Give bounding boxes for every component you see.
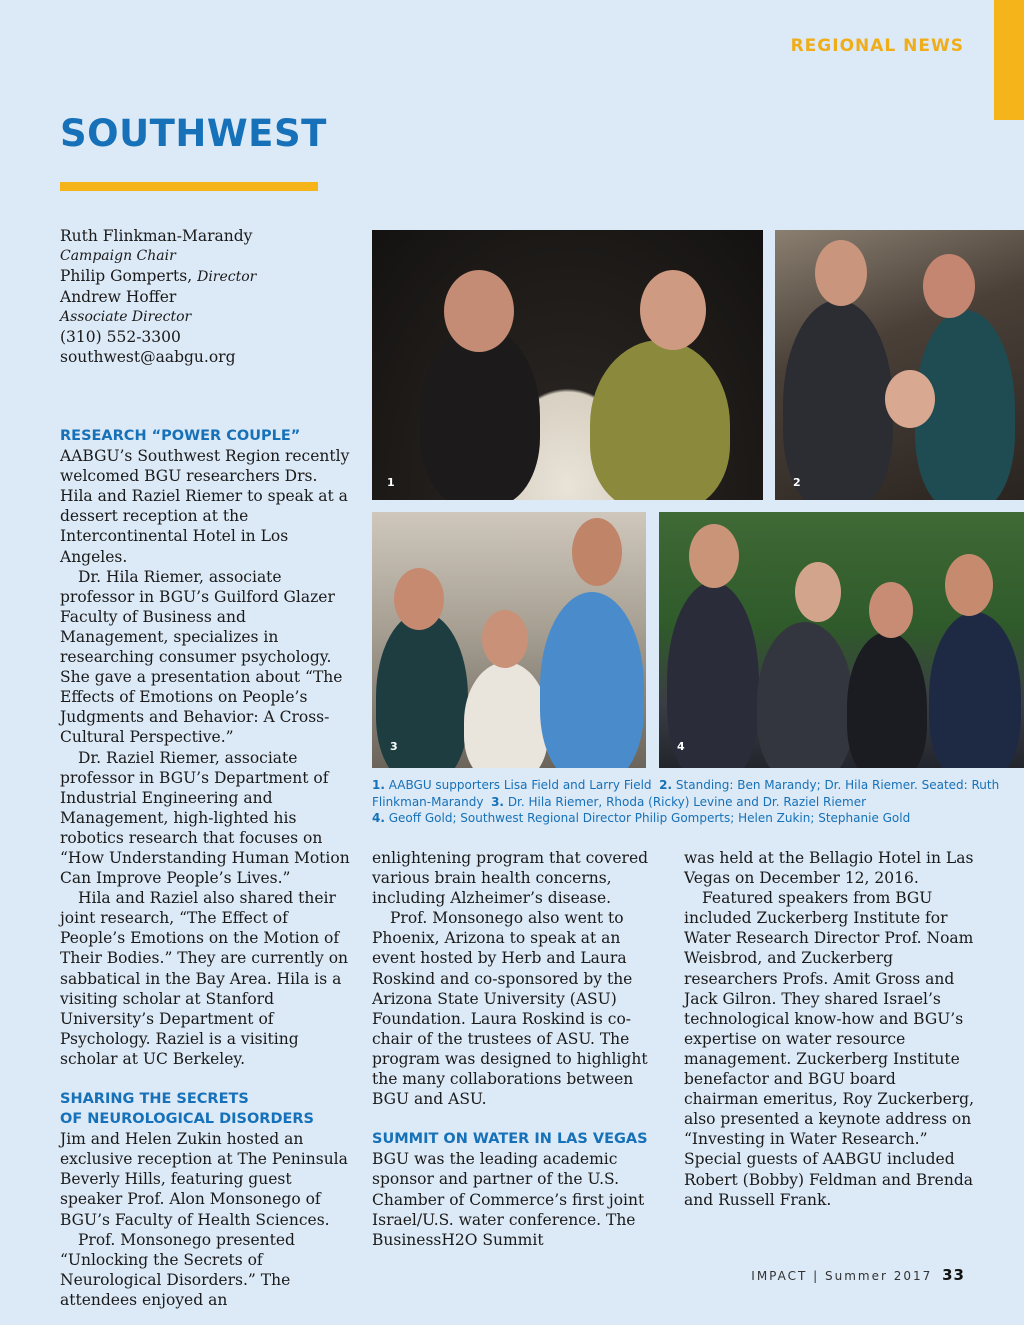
event-photo-1	[372, 230, 763, 500]
article-column-2	[372, 848, 662, 1250]
article-column-1	[60, 426, 350, 1310]
paragraph: Prof. Monsonego presented “Unlocking the Secrets of Neurological Disorders.” The attendees enjoyed an	[60, 1230, 295, 1309]
event-photo-3	[372, 512, 646, 768]
person-head	[444, 270, 514, 352]
event-photo-4	[659, 512, 1024, 768]
publication-info: IMPACT | Summer 2017	[751, 1269, 933, 1283]
director-name: Philip Gomperts,	[60, 267, 193, 285]
event-photo-2	[775, 230, 1024, 500]
section-label: REGIONAL NEWS	[790, 36, 964, 56]
person-silhouette	[590, 340, 730, 500]
person-silhouette	[420, 326, 540, 500]
campaign-chair-role: Campaign Chair	[60, 248, 176, 264]
person-silhouette	[783, 300, 893, 500]
page-footer	[751, 1266, 965, 1284]
paragraph: Jim and Helen Zukin hosted an exclusive reception at The Peninsula Beverly Hills, featuring guest speaker Prof. Alon Monsonego of BGU’s Faculty of Health Sciences.	[60, 1130, 348, 1229]
heading-power-couple: RESEARCH “POWER COUPLE”	[60, 428, 301, 444]
associate-director-role: Associate Director	[60, 309, 192, 325]
caption-text: Geoff Gold; Southwest Regional Director Philip Gomperts; Helen Zukin; Stephanie Gold	[388, 811, 911, 825]
person-head	[795, 562, 841, 622]
person-head	[640, 270, 706, 350]
contact-block	[60, 226, 340, 367]
spacer	[60, 1069, 350, 1089]
caption-number: 4.	[372, 811, 385, 825]
person-head	[885, 370, 935, 428]
paragraph: Dr. Hila Riemer, associate professor in BGU’s Guilford Glazer Faculty of Business and Management, specializes in researching consumer psychology. She gave a presentation about “The Effects of Emotions on People’s Judgments and Behavior: A Cross-Cultural Perspective.”	[60, 567, 343, 747]
photo-number: 1	[387, 476, 395, 489]
paragraph: BGU was the leading academic sponsor and partner of the U.S. Chamber of Commerce’s first joint Israel/U.S. water conference. The BusinessH2O Summit	[372, 1150, 645, 1249]
associate-director-name: Andrew Hoffer	[60, 288, 177, 306]
title-rule	[60, 182, 318, 191]
person-silhouette	[464, 662, 548, 768]
caption-number: 3.	[491, 794, 504, 809]
person-head	[869, 582, 913, 638]
person-silhouette	[847, 632, 927, 768]
person-head	[923, 254, 975, 318]
photo-number: 3	[390, 740, 398, 753]
paragraph: Prof. Monsonego also went to Phoenix, Arizona to speak at an event hosted by Herb and Laura Roskind and co-sponsored by the Arizona State University (ASU) Foundation. Laura Roskind is co-chair of the trustees of ASU. The program was designed to highlight the many collaborations between BGU and ASU.	[372, 909, 648, 1109]
photo-number: 2	[793, 476, 801, 489]
heading-neurological-disorders	[60, 1089, 350, 1129]
page-title: SOUTHWEST	[60, 112, 327, 155]
director-role: Director	[197, 269, 257, 285]
paragraph: Dr. Raziel Riemer, associate professor in BGU’s Department of Industrial Engineering and Management, high-lighted his robotics research that focuses on “How Understanding Human Motion Can Improve People’s Lives.”	[60, 748, 350, 888]
page-number: 33	[942, 1266, 965, 1284]
paragraph: Featured speakers from BGU included Zuckerberg Institute for Water Research Director Prof. Noam Weisbrod, and Zuckerberg researchers Profs. Amit Gross and Jack Gilron. They shared Israel’s technological know-how and BGU’s expertise on water resource management. Zuckerberg Institute benefactor and BGU board chairman emeritus, Roy Zuckerberg, also presented a keynote address on “Investing in Water Research.” Special guests of AABGU included Robert (Bobby) Feldman and Brenda and Russell Frank.	[684, 889, 974, 1209]
paragraph: AABGU’s Southwest Region recently welcomed BGU researchers Drs. Hila and Raziel Riemer to speak at a dessert reception at the Intercontinental Hotel in Los Angeles.	[60, 447, 350, 566]
person-head	[394, 568, 444, 630]
caption-number: 1.	[372, 778, 385, 792]
heading-line: OF NEUROLOGICAL DISORDERS	[60, 1111, 314, 1128]
caption-text: Standing: Ben Marandy; Dr. Hila Riemer. Seated: Ruth Flinkman-Marandy	[372, 778, 1000, 809]
email-address[interactable]: southwest@aabgu.org	[60, 348, 236, 366]
director-line	[60, 266, 340, 287]
paragraph: was held at the Bellagio Hotel in Las Vegas on December 12, 2016.	[684, 849, 974, 888]
heading-water-summit: SUMMIT ON WATER IN LAS VEGAS	[372, 1131, 648, 1148]
caption-number: 2.	[659, 778, 673, 792]
paragraph: Hila and Raziel also shared their joint research, “The Effect of People’s Emotions on the Motion of Their Bodies.” They are currently on sabbatical in the Bay Area. Hila is a visiting scholar at Stanford University’s Department of Psychology. Raziel is a visiting scholar at UC Berkeley.	[60, 889, 349, 1068]
person-head	[945, 554, 993, 616]
photo-captions	[372, 777, 1012, 827]
person-silhouette	[757, 622, 853, 768]
caption-text: AABGU supporters Lisa Field and Larry Field	[388, 778, 652, 792]
person-head	[572, 518, 622, 586]
heading-line: SHARING THE SECRETS	[60, 1091, 249, 1107]
person-head	[482, 610, 528, 668]
phone-number: (310) 552-3300	[60, 328, 181, 346]
campaign-chair-name: Ruth Flinkman-Marandy	[60, 227, 253, 245]
person-head	[815, 240, 867, 306]
spacer	[372, 1109, 662, 1129]
paragraph: enlightening program that covered various brain health concerns, including Alzheimer’s disease.	[372, 849, 649, 908]
person-silhouette	[540, 592, 644, 768]
person-head	[689, 524, 739, 588]
corner-accent-bar	[994, 0, 1024, 120]
person-silhouette	[929, 612, 1021, 768]
photo-number: 4	[677, 740, 685, 753]
caption-text: Dr. Hila Riemer, Rhoda (Ricky) Levine and Dr. Raziel Riemer	[507, 794, 867, 809]
article-column-3	[684, 848, 974, 1210]
